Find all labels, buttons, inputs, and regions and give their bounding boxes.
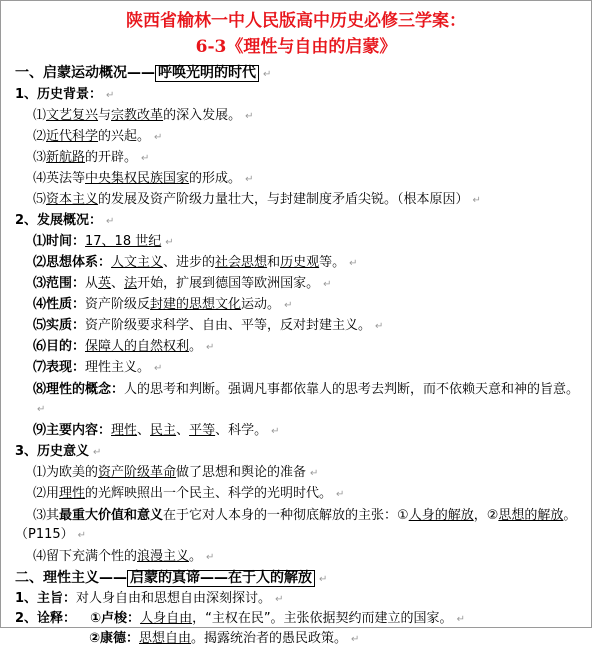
content-item: 平等 (189, 423, 216, 438)
underlined-term: 社会思想 (215, 255, 268, 270)
background-heading (15, 86, 114, 105)
item-text: 的兴起。 (98, 129, 151, 144)
bold-term: 最重大价值和意义 (59, 508, 164, 523)
document-title: 陕西省榆林一中人民版高中历史必修三学案： (126, 11, 466, 31)
dev-time-value: 17、18 世纪 (85, 234, 162, 249)
item-text: 的发展及资产阶级力量壮大，与封建制度矛盾尖锐。（根本原因） (98, 192, 469, 207)
dev-content: ⑼主要内容：理性、民主、平等、科学。 ↵ (33, 423, 280, 438)
significance-heading (15, 443, 101, 462)
paragraph-mark-icon: ↵ (245, 111, 254, 122)
dev-time (33, 233, 174, 252)
item-text: 英法等 (46, 171, 86, 186)
underlined-term: 资产阶级革命 (98, 465, 177, 480)
item-text: ，“主权在民”。主张依据契约而建立的国家。 (192, 611, 453, 626)
item-text: 开始，扩展到德国等欧洲国家。 (137, 276, 320, 291)
underlined-term: 新航路 (46, 150, 86, 165)
significance-item-4 (33, 548, 214, 567)
item-number: ⑴ (33, 108, 47, 123)
item-text: 、 (111, 276, 125, 291)
section-1-heading-box: 呼唤光明的时代 (155, 65, 259, 82)
underlined-term: 英 (98, 276, 112, 291)
dev-performance-label: ⑺表现： (33, 360, 86, 375)
document-subtitle: 6-3《理性与自由的启蒙》 (195, 37, 397, 57)
item-text: 运动。 (241, 297, 281, 312)
item-text: 从 (85, 276, 99, 291)
significance-item-2 (33, 485, 344, 504)
aim-value: 对人身自由和思想自由深刻探讨。 (76, 591, 272, 606)
interpretation-kant (89, 630, 359, 649)
item-number: ⑵ (33, 129, 47, 144)
section-2-heading (15, 569, 327, 589)
dev-thought (33, 254, 358, 273)
paragraph-mark-icon: ↵ (165, 237, 174, 248)
paragraph-mark-icon: ↵ (106, 90, 115, 101)
dev-reason (33, 380, 585, 419)
significance-item-1 (33, 464, 318, 483)
dev-performance-value: 理性主义。 (85, 360, 151, 375)
interpretation-label: 2、诠释： (15, 611, 77, 626)
section-1-heading (15, 64, 271, 84)
paragraph-mark-icon: ↵ (323, 279, 332, 290)
content-item: 理性 (111, 423, 138, 438)
item-text: 做了思想和舆论的准备 (176, 465, 307, 480)
paragraph-mark-icon: ↵ (284, 300, 293, 311)
underlined-term: 思想的解放 (498, 508, 564, 523)
paragraph-mark-icon: ↵ (319, 574, 328, 585)
significance-item-3 (15, 506, 585, 545)
item-text: 、进步的 (163, 255, 216, 270)
item-text: 和 (267, 255, 281, 270)
paragraph-mark-icon: ↵ (349, 258, 358, 269)
item-text: 资产阶级反 (85, 297, 151, 312)
item-text: 在于它对人本身的一种彻底解放的主张：① (163, 508, 409, 523)
paragraph-mark-icon: ↵ (271, 426, 280, 437)
dev-goal-label: ⑹目的： (33, 339, 86, 354)
aim-line (15, 590, 283, 609)
dev-content-label: ⑼主要内容： (33, 423, 112, 438)
section-2-heading-box: 启蒙的真谛——在于人的解放 (127, 570, 315, 587)
dev-goal-value: 保障人的自然权利 (85, 339, 190, 354)
dev-thought-label: ⑵思想体系： (33, 255, 112, 270)
underlined-term: 人文主义 (111, 255, 164, 270)
item-text: 的形成。 (189, 171, 242, 186)
item-text: ⑵用 (33, 486, 60, 501)
paragraph-mark-icon: ↵ (375, 321, 384, 332)
underlined-term: 资本主义 (46, 192, 99, 207)
development-heading (15, 212, 114, 231)
underlined-term: 封建的思想文化 (150, 297, 242, 312)
paragraph-mark-icon: ↵ (154, 363, 163, 374)
dev-reason-value: 人的思考和判断。强调凡事都依靠人的思考去判断，而不依赖天意和神的旨意。 (124, 382, 580, 397)
dev-essence (33, 317, 383, 336)
paragraph-mark-icon: ↵ (351, 634, 360, 645)
item-text: 。揭露统治者的愚民政策。 (191, 631, 348, 646)
section-2-heading-text: 二、理性主义—— (15, 570, 127, 586)
underlined-term: 理性 (59, 486, 86, 501)
underlined-term: 文艺复兴 (46, 108, 99, 123)
item-text: ⑶其 (33, 508, 60, 523)
paragraph-mark-icon: ↵ (154, 132, 163, 143)
paragraph-mark-icon: ↵ (275, 594, 284, 605)
paragraph-mark-icon: ↵ (93, 447, 102, 458)
section-1-heading-text: 一、启蒙运动概况—— (15, 65, 155, 81)
underlined-term: 思想自由 (139, 631, 192, 646)
development-heading-text: 2、发展概况： (15, 213, 103, 228)
underlined-term: 人身自由 (140, 611, 193, 626)
dev-goal: ⑹目的：保障人的自然权利。 ↵ (33, 339, 215, 354)
dev-reason-label: ⑻理性的概念： (33, 382, 125, 397)
paragraph-mark-icon: ↵ (77, 530, 87, 541)
paragraph-mark-icon: ↵ (456, 614, 465, 625)
paragraph-mark-icon: ↵ (206, 342, 215, 353)
paragraph-mark-icon: ↵ (472, 195, 481, 206)
item-text: ⑴为欧美的 (33, 465, 99, 480)
dev-scope (33, 275, 331, 294)
underlined-term: 人身的解放 (408, 508, 474, 523)
paragraph-mark-icon: ↵ (310, 468, 319, 479)
content-item: 民主 (150, 423, 177, 438)
item-text: 的开辟。 (85, 150, 138, 165)
paragraph-mark-icon: ↵ (206, 552, 215, 563)
background-item-1 (33, 107, 253, 126)
paragraph-mark-icon: ↵ (141, 153, 150, 164)
underlined-term: 法 (124, 276, 138, 291)
item-number: ⑶ (33, 150, 47, 165)
paragraph-mark-icon: ↵ (106, 216, 115, 227)
background-item-5 (33, 191, 481, 210)
dev-scope-label: ⑶范围： (33, 276, 86, 291)
underlined-term: 浪漫主义 (137, 549, 190, 564)
item-number: ⑸ (33, 192, 47, 207)
item-text: 等。 (319, 255, 346, 270)
item-text: 。（P115） (15, 508, 577, 542)
background-heading-text: 1、历史背景： (15, 87, 103, 102)
dev-performance (33, 359, 162, 378)
underlined-term: 中央集权民族国家 (85, 171, 190, 186)
dev-time-label: ⑴时间： (33, 234, 86, 249)
dev-nature-label: ⑷性质： (33, 297, 86, 312)
item-number: ⑷ (33, 171, 47, 186)
item-text: ⑷留下充满个性的 (33, 549, 138, 564)
paragraph-mark-icon: ↵ (245, 174, 254, 185)
underlined-term: 宗教改革 (111, 108, 164, 123)
item-text: 的深入发展。 (163, 108, 242, 123)
paragraph-mark-icon: ↵ (37, 404, 46, 415)
content-item: 科学 (228, 423, 255, 438)
kant-label: ②康德： (89, 631, 140, 646)
background-item-4 (33, 170, 253, 189)
interpretation-rousseau (15, 610, 465, 629)
dev-essence-value: 资产阶级要求科学、自由、平等，反对封建主义。 (85, 318, 372, 333)
background-item-3 (33, 149, 149, 168)
rousseau-label: ①卢梭： (90, 611, 141, 626)
background-item-2 (33, 128, 162, 147)
item-text: 。 (189, 549, 203, 564)
significance-heading-text: 3、历史意义 (15, 444, 90, 459)
item-text: 的光辉映照出一个民主、科学的光明时代。 (85, 486, 333, 501)
dev-essence-label: ⑸实质： (33, 318, 86, 333)
underlined-term: 近代科学 (46, 129, 99, 144)
paragraph-mark-icon: ↵ (263, 69, 272, 80)
item-text: 与 (98, 108, 112, 123)
dev-nature (33, 296, 292, 315)
aim-label: 1、主旨： (15, 591, 77, 606)
underlined-term: 历史观 (280, 255, 320, 270)
paragraph-mark-icon: ↵ (336, 489, 345, 500)
item-text: ，② (473, 508, 499, 523)
